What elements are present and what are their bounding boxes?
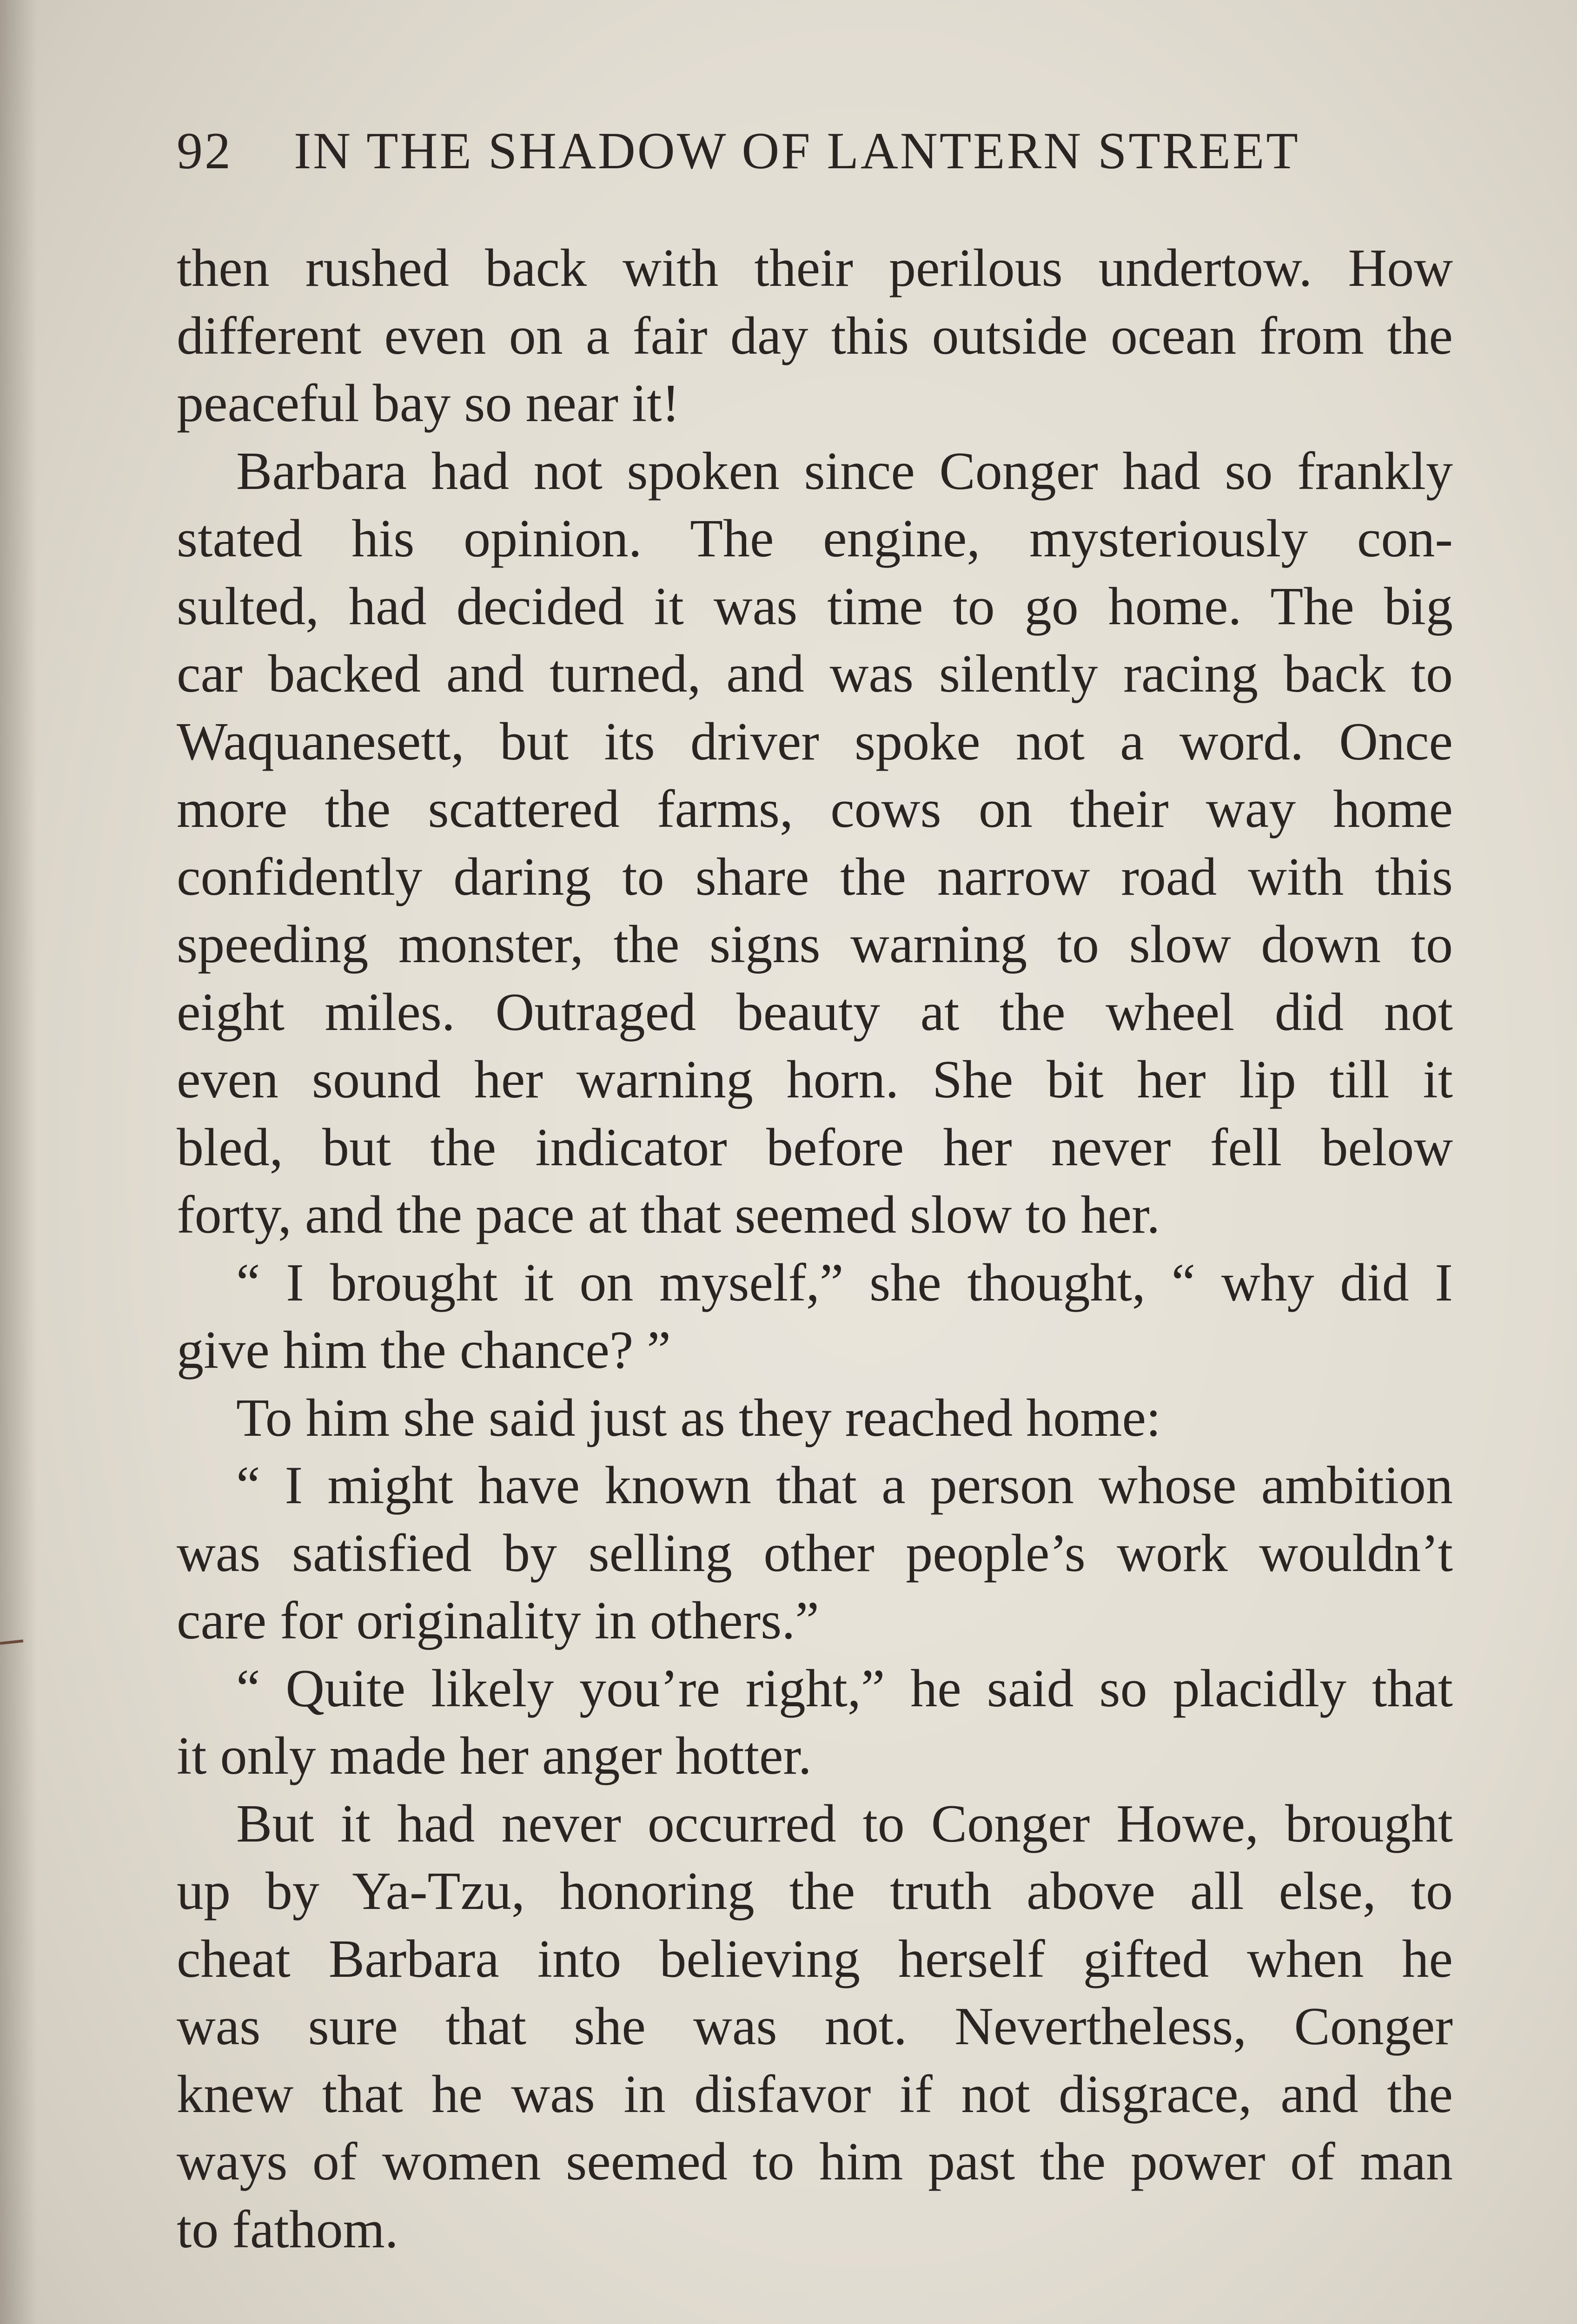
text-line: But it had never occurred to Conger Howe, brought	[236, 1794, 1453, 1854]
text-line: more the scattered farms, cows on their way home	[177, 779, 1453, 839]
text-line: to fathom.	[177, 2199, 398, 2259]
text-line: Barbara had not spoken since Conger had so frankly	[236, 441, 1453, 501]
text-line: forty, and the pace at that seemed slow to her.	[177, 1185, 1160, 1245]
text-line: up by Ya-Tzu, honoring the truth above all else, to	[177, 1862, 1453, 1921]
text-line: peaceful bay so near it!	[177, 374, 680, 433]
text-line: give him the chance? ”	[177, 1320, 671, 1380]
text-line: confidently daring to share the narrow road with this	[177, 847, 1453, 907]
text-line: “ Quite likely you’re right,” he said so placidly that	[236, 1658, 1453, 1718]
text-line: care for originality in others.”	[177, 1591, 819, 1651]
text-line: “ I might have known that a person whose ambition	[236, 1456, 1453, 1515]
text-line: To him she said just as they reached home:	[236, 1388, 1161, 1448]
text-line: even sound her warning horn. She bit her lip till it	[177, 1050, 1453, 1109]
text-line: was sure that she was not. Nevertheless, Conger	[177, 1997, 1453, 2056]
text-line: speeding monster, the signs warning to slow down to	[177, 915, 1453, 974]
text-line: stated his opinion. The engine, mysteriously con-	[177, 509, 1453, 568]
text-line: eight miles. Outraged beauty at the wheel did not	[177, 982, 1453, 1042]
text-line: cheat Barbara into believing herself gifted when he	[177, 1929, 1453, 1989]
text-line: ways of women seemed to him past the power of man	[177, 2132, 1453, 2192]
text-line: Waquanesett, but its driver spoke not a word. Once	[177, 712, 1453, 772]
text-line: knew that he was in disfavor if not disgrace, and the	[177, 2064, 1453, 2124]
page-header	[177, 119, 1432, 184]
text-line: sulted, had decided it was time to go home. The big	[177, 576, 1453, 636]
page-mark	[0, 1639, 23, 1644]
body-text	[177, 235, 1453, 2264]
text-line: was satisfied by selling other people’s work wouldn’t	[177, 1523, 1453, 1583]
text-line: different even on a fair day this outside ocean from the	[177, 306, 1453, 366]
text-line: it only made her anger hotter.	[177, 1726, 812, 1786]
text-line: then rushed back with their perilous undertow. How	[177, 238, 1453, 298]
text-line: bled, but the indicator before her never fell below	[177, 1117, 1453, 1177]
running-head: IN THE SHADOW OF LANTERN STREET	[294, 122, 1300, 180]
page-number: 92	[177, 122, 232, 180]
text-line: “ I brought it on myself,” she thought, “ why did I	[236, 1253, 1453, 1313]
text-line: car backed and turned, and was silently racing back to	[177, 644, 1453, 704]
